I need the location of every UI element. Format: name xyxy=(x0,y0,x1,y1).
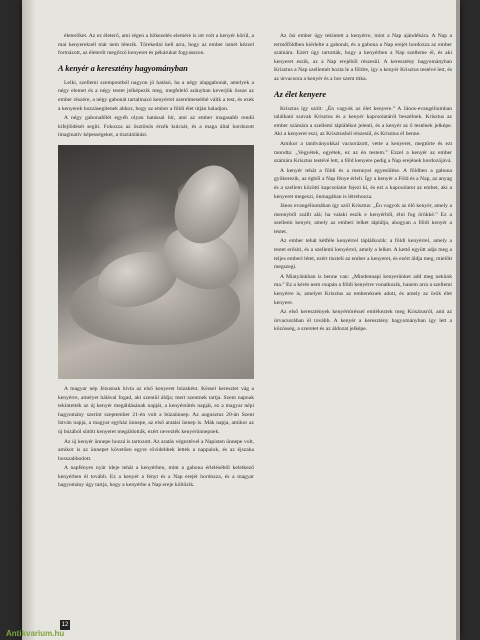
paragraph: A négy gabonafélét egyéb olyan hatással bír, ami az ember magasabb rendű kifejlődését segíti. Fokozza az ösztönös érzék kulcsát, és a maga által hordozott imaginatív képességeket, a tisztánlátást. xyxy=(58,115,254,139)
paragraph: János evangéliumában így szól Krisztus: „Én vagyok az élő kenyér, amely a mennyből szállt alá; ha valaki eszik e kenyérből, élni fog örökké.” Ez a szellemi kenyér, amely az emberi lelket táplálja, ahogyan a földi kenyér a testet. xyxy=(274,203,452,235)
paragraph: Az új kenyér ünnepe hozzá is tartozott. Az aratás végeztével a Napisten ünnepe volt, amikor is az ünnepet követően egyre rövidebbek lettek a nappalok, és az éjszaka hosszabbodott. xyxy=(58,438,254,462)
bread-kneading-photo xyxy=(58,145,254,379)
paragraph: A magyar nép Jézusnak hívta az első kenyeret búzaként. Késsel keresztet vág a kenyérre, amelyet hálával fogad, aki szentül áldja; mert szentnek tartja. Szent napnak tekintették az új kenyér megáldásának napját, a kenyérsütés napját, ez a magyar népi hagyomány szerint szeptember 21-én volt a búzaünnep. Az augusztus 20-án Szent István napja, a magyar egyház ünnepe, az első aratási ünnep is. Mák napja, amikor az új búzából sütött kenyeret megáldották, ezért nevezték kenyérünnepnek. xyxy=(58,385,254,435)
paragraph: Az első keresztények kenyértöréssel emlékeztek meg Krisztusról, ami az úrvacsorában él tovább. A kenyér a keresztény hagyományban így lett a közösség, a szeretet és az áldozat jelképe. xyxy=(274,309,452,333)
watermark-logo: Antikvarium.hu xyxy=(6,629,65,638)
paragraph: A kenyér tehát a földi és a mennyei egyesülése. A földben a gabona gyökerezik, az égből a Nap fénye érleli. Így a kenyér a Föld és a Nap, az anyag és a szellem közötti kapcsolatot fejezi ki, és ezt a kapcsolatot az ember, aki a kenyeret megeszi, önmagában is létrehozza. xyxy=(274,167,452,200)
page-curl-shadow xyxy=(22,0,36,640)
paragraph: A Miatyánkban is benne van: „Mindennapi kenyerünket add meg nekünk ma.” Ez a kérés nem csupán a földi kenyérre vonatkozik, hanem arra a szellemi kenyérre is, amelyet Krisztus az embereknek adott, és amely az örök élet kenyere. xyxy=(274,273,452,306)
section-heading-tradition: A kenyér a keresztény hagyományban xyxy=(58,63,188,73)
magazine-page xyxy=(22,0,460,640)
paragraph: Amikor a tanítványokkal vacsorázott, vette a kenyeret, megtörte és ezt mondta: „Vegyétek, egyétek, ez az én testem.” Ezzel a kenyér az ember számára Krisztus testévé lett, a föld kenyere pedig a Nap erejének hordozójává. xyxy=(274,140,452,165)
paragraph: Krisztus így szólt: „Én vagyok az élet kenyere.” A János-evangéliumban található szavak Krisztus és a kenyér kapcsolatáról beszélnek. Krisztus az ember számára a szellemi táplálékot jelenti, és a kenyér az ő testének jelképe. Aki a kenyeret eszi, az Krisztusból részesül, és Krisztus él benne. xyxy=(274,105,452,138)
page-number: 12 xyxy=(61,622,69,628)
paragraph: Lelki, szellemi szempontból nagyon jó hatású, ha a négy alapgabonát, amelyek a négy elemet és a négy testet jelképezik meg, megfelelő arányban keverjük össze az ember részére, a négy gabonát tartalmazó kenyérrel szerelmesebbé válik a test, és ezek a kenyerek hozzásegítenek ahhoz, hogy az ember a földi élet útján haladjon. xyxy=(58,79,254,112)
paragraph: Az ember tehát kétféle kenyérrel táplálkozik: a földi kenyérrel, amely a testet erősíti, és a szellemi kenyérrel, amely a lelket. A kettő együtt adja meg a teljes emberi létet, ezért tiszteli az ember a kenyeret, és ezért áldja meg, mielőtt megszegi. xyxy=(274,238,452,271)
section-heading-bread-of-life: Az élet kenyere xyxy=(274,89,327,99)
left-column xyxy=(58,32,254,491)
intro-paragraph: Az ősi ember úgy tekintett a kenyérre, mint a Nap ajándékára. A Nap a termőföldben kiérlelte a gabonát, és a gabona a Nap erejét hordozza az ember számára. Ezért úgy tartották, hogy a kenyérben a Nap szelleme él, és aki kenyeret eszik, az a Nap erejéből részesül. A keresztény hagyományban Krisztus a Nap szellemét hozta le a földre, így a kenyér Krisztus testévé lett, és az úrvacsora a kenyér és a bor szent titka. xyxy=(274,33,452,82)
paragraph: A napfényes nyár ideje tehát a kenyérben, mint a gabona érleléséből keletkező kenyérben él tovább. Ez a kenyér a fényt és a Nap erejét hordozza, és a magyar hagyomány úgy tartja, hogy a kenyérbe a Nap ereje költözik. xyxy=(58,465,254,489)
page-edge-band xyxy=(456,0,460,640)
right-column xyxy=(274,32,452,335)
intro-paragraph: életerőket. Az ez életerő, ami régen a hőkezelés elemére is ott volt a kenyér körül, a mai kenyereknél már nem létezik. Törekedni kell arra, hogy az ember ismét kézzel formázott, az életerőt megőrző kenyeret és pékárukat fogyasszon. xyxy=(58,33,254,57)
